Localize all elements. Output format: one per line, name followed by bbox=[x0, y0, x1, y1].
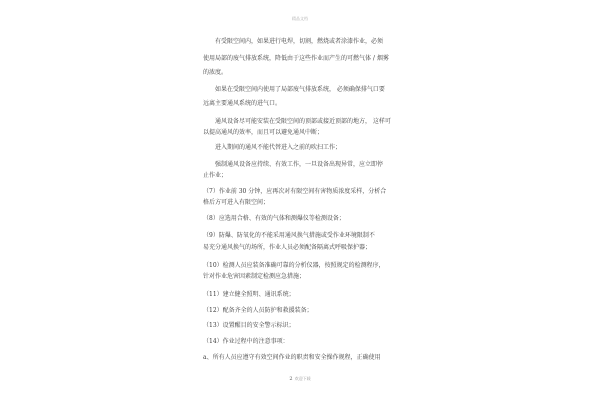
body-line: 远离主要通风系统的进气口。 bbox=[203, 100, 282, 107]
body-line: 进入期间的通风不能代替进入之前的吹扫工作； bbox=[215, 144, 342, 151]
body-line: a、所有人员应遵守有效空间作业的职责和安全操作规程，正确使用 bbox=[203, 354, 381, 361]
body-line: （7）作业前 30 分钟，应再次对有限空间有害物质浓度采样，分析合 bbox=[203, 188, 387, 195]
page-header: 精品文档 bbox=[292, 16, 308, 21]
body-line: （10）检测人员应装备准确可靠的分析仪器，按照规定的检测程序， bbox=[203, 262, 385, 269]
body-line: 如果在受限空间内使用了局部废气排放系统， 必须确保排气口要 bbox=[215, 86, 385, 93]
body-line: （9）防爆、防氧化的不能采用通风换气措施或受作业环境限制不 bbox=[203, 232, 375, 239]
body-line: 强制通风设备应持续、有效工作，一旦设备出现异常，应立即停 bbox=[215, 161, 384, 168]
body-line: （14）作业过程中的注意事项： bbox=[203, 338, 289, 345]
body-line: （13）设置醒目的安全警示标识； bbox=[203, 322, 295, 329]
body-line: 的浓度。 bbox=[203, 69, 228, 76]
body-line: （12）配备齐全的人员防护和救援装备； bbox=[203, 307, 313, 314]
footer-label: 欢迎下载 bbox=[294, 376, 311, 381]
body-line: （8）应选用合格、有效的气体和测爆仪等检测设备； bbox=[203, 215, 345, 222]
page-number: 2 bbox=[289, 376, 293, 382]
page-footer bbox=[0, 376, 600, 382]
body-line: 格后方可进入有限空间； bbox=[203, 199, 270, 206]
body-line: 以提高通风的效率，而且可以避免通风中断； bbox=[203, 129, 324, 136]
body-line: 有受限空间内，如果进行电焊，切割，燃烧或者涂漆作业，必须 bbox=[215, 38, 384, 45]
body-line: 通风设备尽可能安装在受限空间的顶部或接近顶部的地方， 这样可 bbox=[215, 118, 391, 125]
body-line: 针对作业危害因素制定检测应急措施； bbox=[203, 273, 306, 280]
body-line: 止作业； bbox=[203, 172, 228, 179]
body-line: 使用局部的废气排放系统，降低由于这些作业而产生的可燃气体 / 烟雾 bbox=[203, 55, 389, 62]
body-line: 易充分通风换气的场所，作业人员必须配备隔离式呼吸保护器； bbox=[203, 244, 372, 251]
body-line: （11）建立健全照明、通讯系统； bbox=[203, 291, 295, 298]
